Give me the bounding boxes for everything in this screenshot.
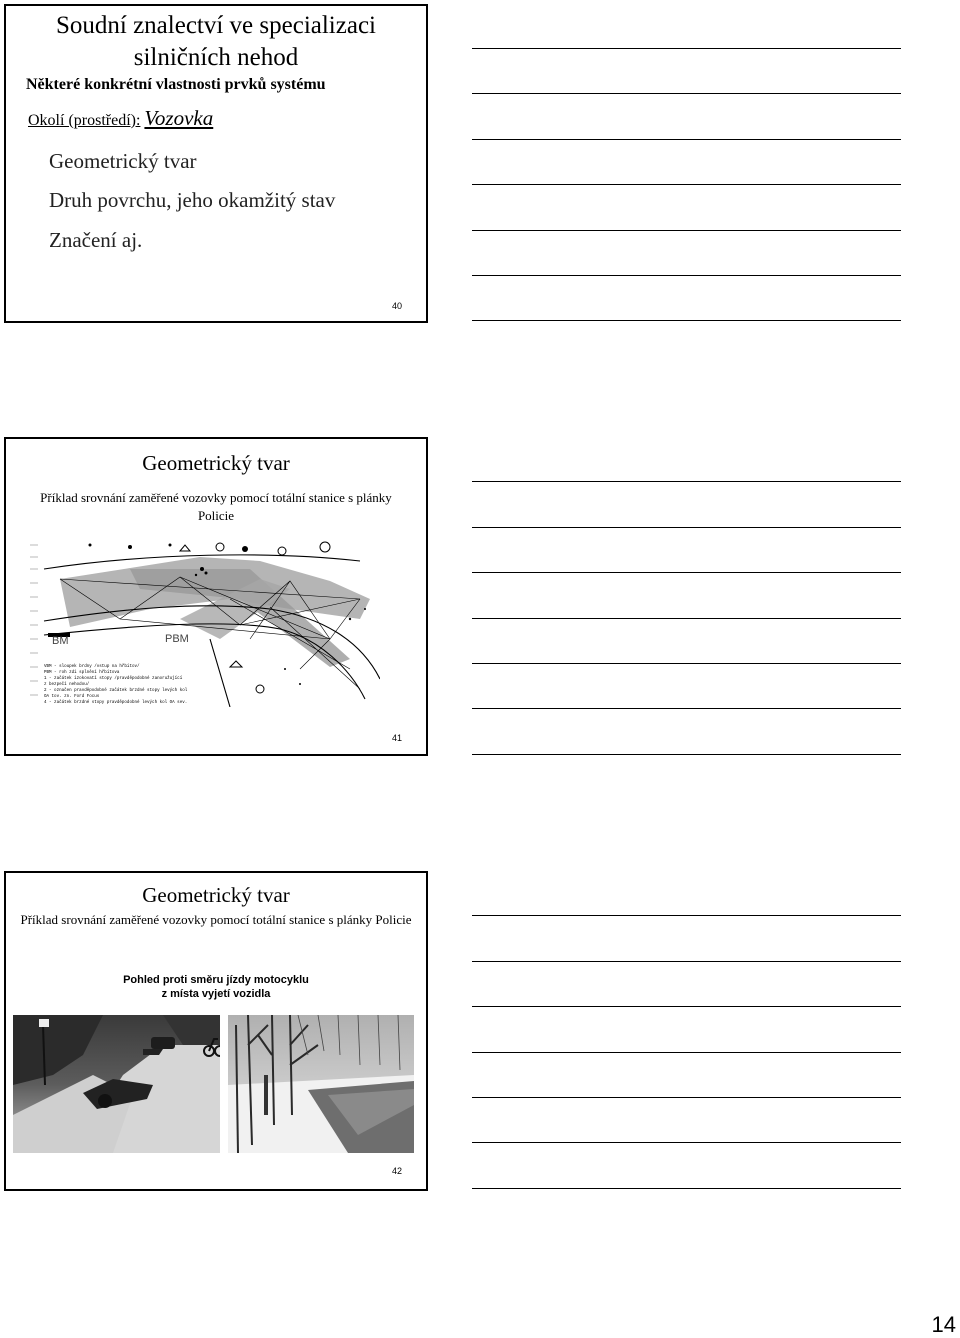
context-line: [28, 106, 213, 131]
note-line: [472, 1142, 901, 1143]
slide-title: Geometrický tvar: [142, 451, 290, 475]
slide-description: Příklad srovnání zaměřené vozovky pomocí totální stanice s plánky Policie: [40, 490, 392, 523]
legend-line: OA tov. zn. Ford Focus: [44, 695, 100, 699]
legend-line: z bezpečí nehodou/: [44, 683, 90, 687]
note-line: [472, 708, 901, 709]
bullet-item: Druh povrchu, jeho okamžitý stav: [49, 188, 336, 212]
slide-number: 40: [391, 301, 402, 311]
note-line: [472, 618, 901, 619]
note-line: [472, 527, 901, 528]
bullet-item: Značení aj.: [49, 228, 143, 252]
legend-line: 2 - označen pravděpodobné začátek brzdné stopy levých kol: [44, 689, 188, 693]
note-line: [472, 754, 901, 755]
photo-caption-line-1: Pohled proti směru jízdy motocyklu: [123, 974, 309, 986]
slide-40: [4, 4, 428, 323]
bm-label: BM: [52, 635, 69, 647]
slide-title-line-1: Soudní znalectví ve specializaci: [55, 12, 376, 39]
accident-scene-photo: [13, 1015, 220, 1153]
note-line: [472, 1188, 901, 1189]
photo-caption-line-2: z místa vyjetí vozidla: [161, 988, 271, 1000]
note-line: [472, 93, 901, 94]
slide-41: [4, 437, 428, 756]
photo-caption: [6, 973, 426, 1001]
slide-description: Příklad srovnání zaměřené vozovky pomocí totální stanice s plánky Policie: [20, 912, 412, 927]
bullet-item: Geometrický tvar: [49, 149, 197, 173]
legend-line: 4 - začátek brzdné stopy pravděpodobné levých kol OA sev.: [44, 701, 188, 705]
legend-line: 1 - začátek izokovatí stopy /pravděpodobné zanoružující: [44, 677, 183, 681]
note-line: [472, 184, 901, 185]
page-number: 14: [931, 1312, 956, 1337]
note-line: [472, 1006, 901, 1007]
note-line: [472, 230, 901, 231]
legend-line: PBM - roh zdi splnění hřbitova: [44, 671, 120, 675]
note-line: [472, 320, 901, 321]
note-line: [472, 139, 901, 140]
context-label: Okolí (prostředí):: [28, 112, 141, 129]
note-line: [472, 1052, 901, 1053]
slide-title-line-2: silničních nehod: [133, 44, 299, 71]
legend-line: VBM - sloupek brdny /vstup na hřbitov/: [44, 665, 140, 669]
slide-number: 42: [391, 1166, 402, 1176]
slide-42: [4, 871, 428, 1191]
note-line: [472, 915, 901, 916]
winter-road-photo: [228, 1015, 414, 1153]
note-line: [472, 572, 901, 573]
note-line: [472, 1097, 901, 1098]
note-line: [472, 663, 901, 664]
pbm-label: PBM: [165, 633, 189, 645]
note-line: [472, 481, 901, 482]
slide-title: [6, 10, 426, 74]
context-value: Vozovka: [144, 106, 214, 130]
slide-number: 41: [391, 733, 402, 743]
note-line: [472, 275, 901, 276]
note-line: [472, 48, 901, 49]
note-line: [472, 961, 901, 962]
slide-subtitle: Některé konkrétní vlastnosti prvků systému: [26, 76, 326, 93]
slide-title: Geometrický tvar: [142, 883, 290, 907]
road-survey-plan: [30, 539, 380, 707]
